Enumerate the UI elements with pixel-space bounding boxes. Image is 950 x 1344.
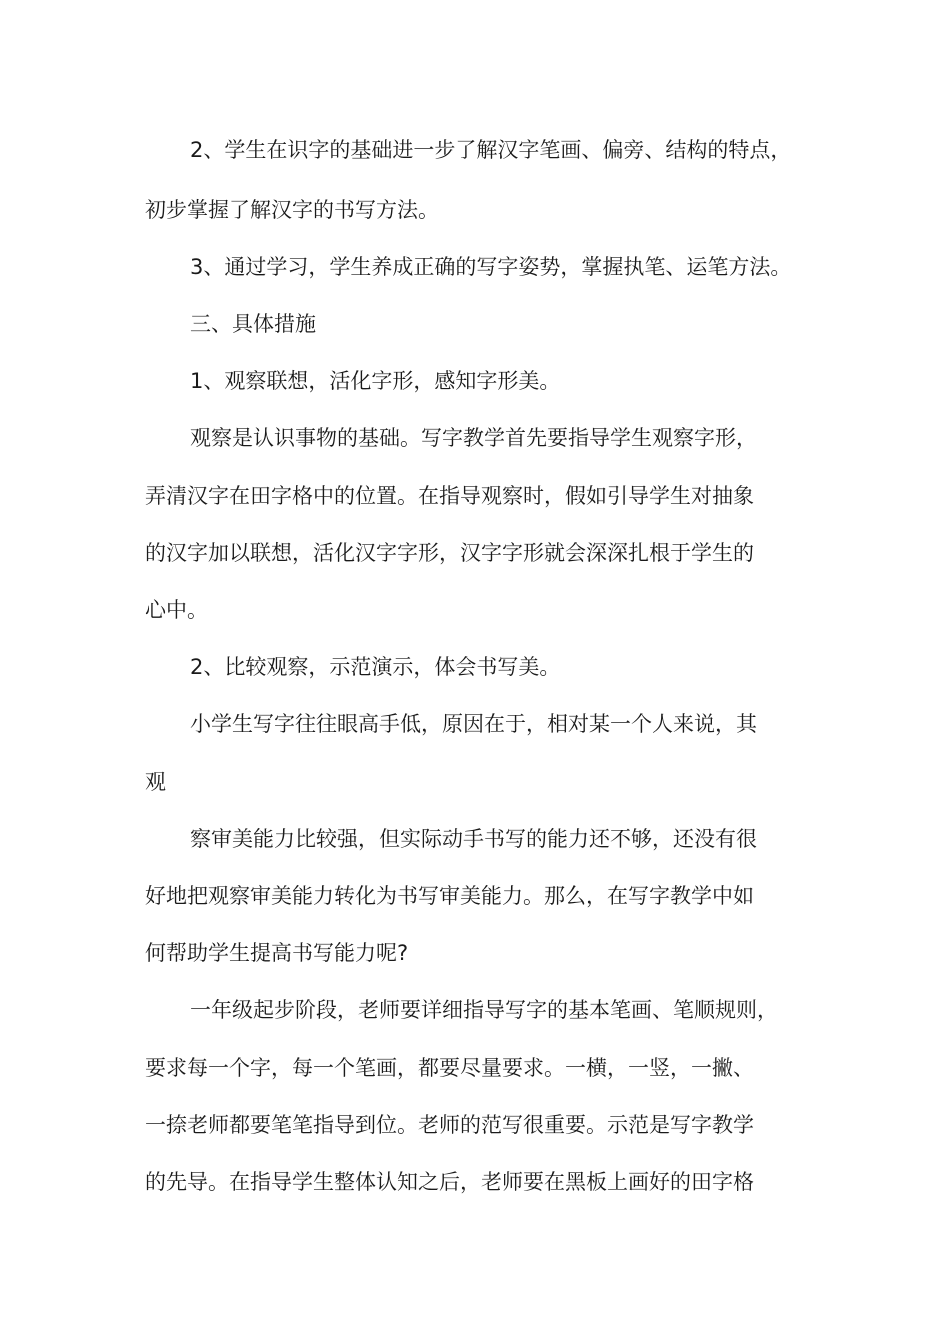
paragraph-line-11: 小学生写字往往眼高手低，原因在于，相对某一个人来说，其 <box>190 712 757 736</box>
paragraph-line-18: 一捺老师都要笔笔指导到位。老师的范写很重要。示范是写字教学 <box>145 1113 754 1137</box>
paragraph-line-3: 3、通过学习，学生养成正确的写字姿势，掌握执笔、运笔方法。 <box>190 255 792 279</box>
paragraph-line-8: 的汉字加以联想，活化汉字字形，汉字字形就会深深扎根于学生的 <box>145 541 754 565</box>
paragraph-line-6: 观察是认识事物的基础。写字教学首先要指导学生观察字形， <box>190 426 757 450</box>
subheading-2: 2、比较观察，示范演示，体会书写美。 <box>190 655 561 679</box>
paragraph-line-7: 弄清汉字在田字格中的位置。在指导观察时，假如引导学生对抽象 <box>145 484 754 508</box>
paragraph-line-16: 一年级起步阶段，老师要详细指导写字的基本笔画、笔顺规则， <box>190 998 778 1022</box>
paragraph-line-12: 观 <box>145 770 166 794</box>
paragraph-line-13: 察审美能力比较强，但实际动手书写的能力还不够，还没有很 <box>190 827 757 851</box>
paragraph-line-2: 初步掌握了解汉字的书写方法。 <box>145 198 439 222</box>
subheading-1: 1、观察联想，活化字形，感知字形美。 <box>190 369 561 393</box>
paragraph-line-9: 心中。 <box>145 598 208 622</box>
paragraph-line-19: 的先导。在指导学生整体认知之后，老师要在黑板上画好的田字格 <box>145 1170 754 1194</box>
section-heading: 三、具体措施 <box>190 312 316 336</box>
paragraph-line-1: 2、学生在识字的基础进一步了解汉字笔画、偏旁、结构的特点， <box>190 138 792 162</box>
paragraph-line-15: 何帮助学生提高书写能力呢? <box>145 941 409 965</box>
paragraph-line-14: 好地把观察审美能力转化为书写审美能力。那么，在写字教学中如 <box>145 884 754 908</box>
paragraph-line-17: 要求每一个字，每一个笔画，都要尽量要求。一横，一竖，一撇、 <box>145 1056 754 1080</box>
